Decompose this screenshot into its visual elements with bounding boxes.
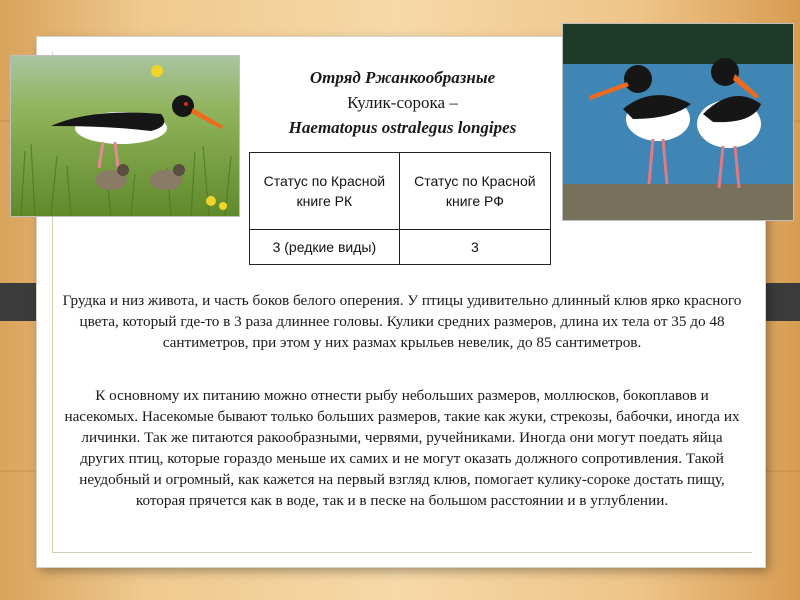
table-row: [250, 230, 551, 265]
oystercatcher-grass-image: [11, 56, 239, 216]
slide-heading: [245, 65, 560, 140]
header-rk: Статус по Красной книге РК: [250, 153, 400, 230]
photo-two-oystercatchers: [562, 23, 794, 221]
value-rf: 3: [399, 230, 550, 265]
oystercatchers-water-image: [563, 24, 793, 220]
red-book-status-table: [249, 152, 551, 265]
heading-order: Отряд Ржанкообразные: [309, 68, 496, 87]
value-rk: 3 (редкие виды): [250, 230, 400, 265]
header-rf: Статус по Красной книге РФ: [399, 153, 550, 230]
description-paragraph: Грудка и низ живота, и часть боков белого оперения. У птицы удивительно длинный клюв ярко красного цвета, который где-то в 3 раза длиннее головы. Кулики средних размеров, длина их тела от 35 до 48 сантиметров, при этом у них размах крыльев невелик, до 85 сантиметров.: [62, 292, 742, 351]
diet-paragraph: К основному их питанию можно отнести рыбу небольших размеров, моллюсков, бокоплавов и насекомых. Насекомые бывают только больших размеров, такие как жуки, стрекозы, бабочки, иногда их личинки. Так же питаются ракообразными, червями, ручейниками. Иногда они могут поедать яйца других птиц, которые гораздо меньше их самих и не могут оказать должного сопротивления. Такой неудобный и огромный, как кажется на первый взгляд клюв, помогает кулику-сороке достать пищу, которая прячется как в воде, так и в песке на большом расстоянии и в углублении.: [64, 387, 740, 509]
photo-oystercatcher-with-chicks: [10, 55, 240, 217]
card-border-line: [52, 552, 752, 553]
heading-species-common: Кулик-сорока –: [347, 93, 458, 112]
heading-species-latin: Haematopus ostralegus longipes: [288, 118, 517, 137]
table-header-row: [250, 153, 551, 230]
